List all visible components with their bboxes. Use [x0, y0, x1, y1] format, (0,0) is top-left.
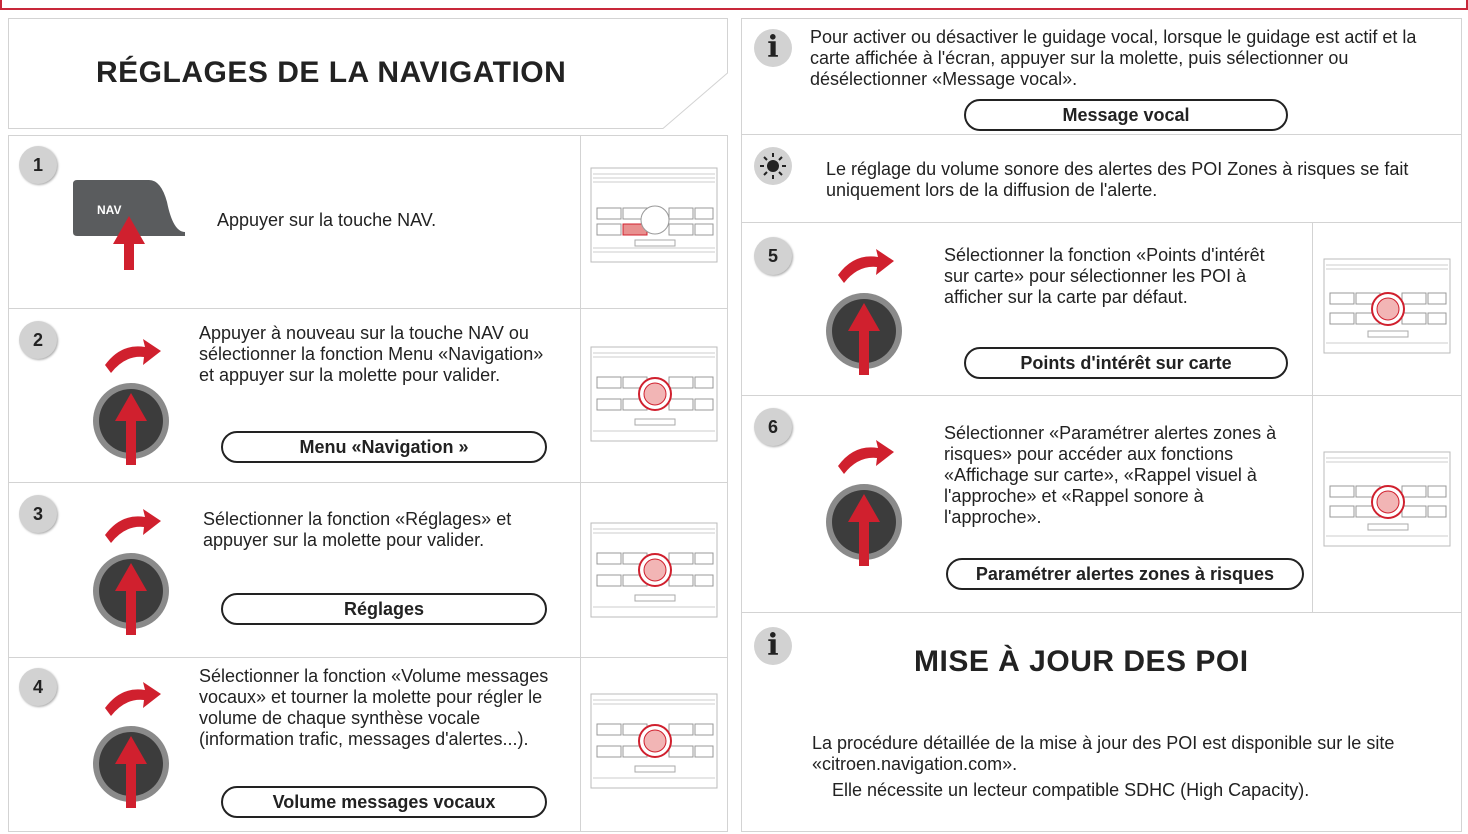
rotary-knob-icon — [91, 509, 181, 639]
step-1-panel — [8, 135, 728, 309]
column-divider — [1312, 396, 1313, 612]
radio-panel-knob-icon — [1324, 259, 1452, 355]
sun-icon — [754, 147, 792, 185]
radio-panel-knob-icon — [1324, 452, 1452, 548]
step-number: 6 — [754, 408, 792, 446]
step-number: 1 — [19, 146, 57, 184]
step-6-panel — [741, 396, 1462, 613]
column-divider — [580, 136, 581, 308]
step-number: 5 — [754, 237, 792, 275]
step-3-text: Sélectionner la fonction «Réglages» et appuyer sur la molette pour valider. — [203, 509, 512, 550]
radio-panel-knob-icon — [591, 523, 719, 619]
radio-panel-nav-icon — [591, 168, 719, 264]
step-number: 4 — [19, 668, 57, 706]
voice-volume-button[interactable]: Volume messages vocaux — [221, 786, 547, 818]
nav-key-icon — [73, 180, 193, 320]
top-border — [0, 0, 1468, 10]
column-divider — [580, 483, 581, 657]
voice-message-button[interactable]: Message vocal — [964, 99, 1288, 131]
volume-tip-text: Le réglage du volume sonore des alertes des POI Zones à risques se fait uniquement lors de la diffusion de l'alerte. — [826, 159, 1409, 200]
step-5-text: Sélectionner la fonction «Points d'intérêt sur carte» pour sélectionner les POI à afficher sur la carte par défaut. — [944, 245, 1265, 307]
info-icon: i — [754, 627, 792, 665]
step-4-panel — [8, 658, 728, 832]
navigation-menu-button[interactable]: Menu «Navigation » — [221, 431, 547, 463]
poi-update-text-1: La procédure détaillée de la mise à jour des POI est disponible sur le site «citroen.navigation.com». — [812, 733, 1395, 774]
step-1-text: Appuyer sur la touche NAV. — [217, 210, 437, 230]
poi-update-title: MISE À JOUR DES POI — [914, 645, 1249, 678]
rotary-knob-icon — [824, 440, 914, 570]
radio-panel-knob-icon — [591, 347, 719, 443]
radio-panel-knob-icon — [591, 694, 719, 790]
poi-update-panel — [741, 613, 1462, 832]
settings-button[interactable]: Réglages — [221, 593, 547, 625]
page-title: RÉGLAGES DE LA NAVIGATION — [96, 56, 567, 89]
column-divider — [1312, 223, 1313, 395]
voice-guidance-text: Pour activer ou désactiver le guidage vocal, lorsque le guidage est actif et la carte affichée à l'écran, appuyer sur la molette, puis sélectionner ou désélectionner «Message vocal». — [810, 27, 1417, 89]
step-2-text: Appuyer à nouveau sur la touche NAV ou sélectionner la fonction Menu «Navigation» et appuyer sur la molette pour valider. — [199, 323, 544, 385]
step-5-panel — [741, 223, 1462, 396]
poi-update-text-2: Elle nécessite un lecteur compatible SDHC (High Capacity). — [832, 780, 1310, 800]
step-number: 3 — [19, 495, 57, 533]
voice-guidance-info-panel — [741, 18, 1462, 135]
title-panel — [8, 18, 728, 129]
info-icon: i — [754, 29, 792, 67]
step-2-panel — [8, 309, 728, 483]
poi-on-map-button[interactable]: Points d'intérêt sur carte — [964, 347, 1288, 379]
step-4-text: Sélectionner la fonction «Volume messages vocaux» et tourner la molette pour régler le volume de chaque synthèse vocale (information trafic, messages d'alertes...). — [199, 666, 549, 749]
step-6-text: Sélectionner «Paramétrer alertes zones à risques» pour accéder aux fonctions «Affichage sur carte», «Rappel visuel à l'approche» et «Rappel sonore à l'approche». — [944, 423, 1277, 527]
nav-key-label: NAV — [97, 203, 122, 217]
risk-zone-alerts-button[interactable]: Paramétrer alertes zones à risques — [946, 558, 1304, 590]
step-3-panel — [8, 483, 728, 658]
rotary-knob-icon — [91, 682, 181, 812]
step-number: 2 — [19, 321, 57, 359]
volume-tip-panel — [741, 135, 1462, 223]
rotary-knob-icon — [91, 339, 181, 469]
rotary-knob-icon — [824, 249, 914, 379]
column-divider — [580, 309, 581, 482]
column-divider — [580, 658, 581, 831]
